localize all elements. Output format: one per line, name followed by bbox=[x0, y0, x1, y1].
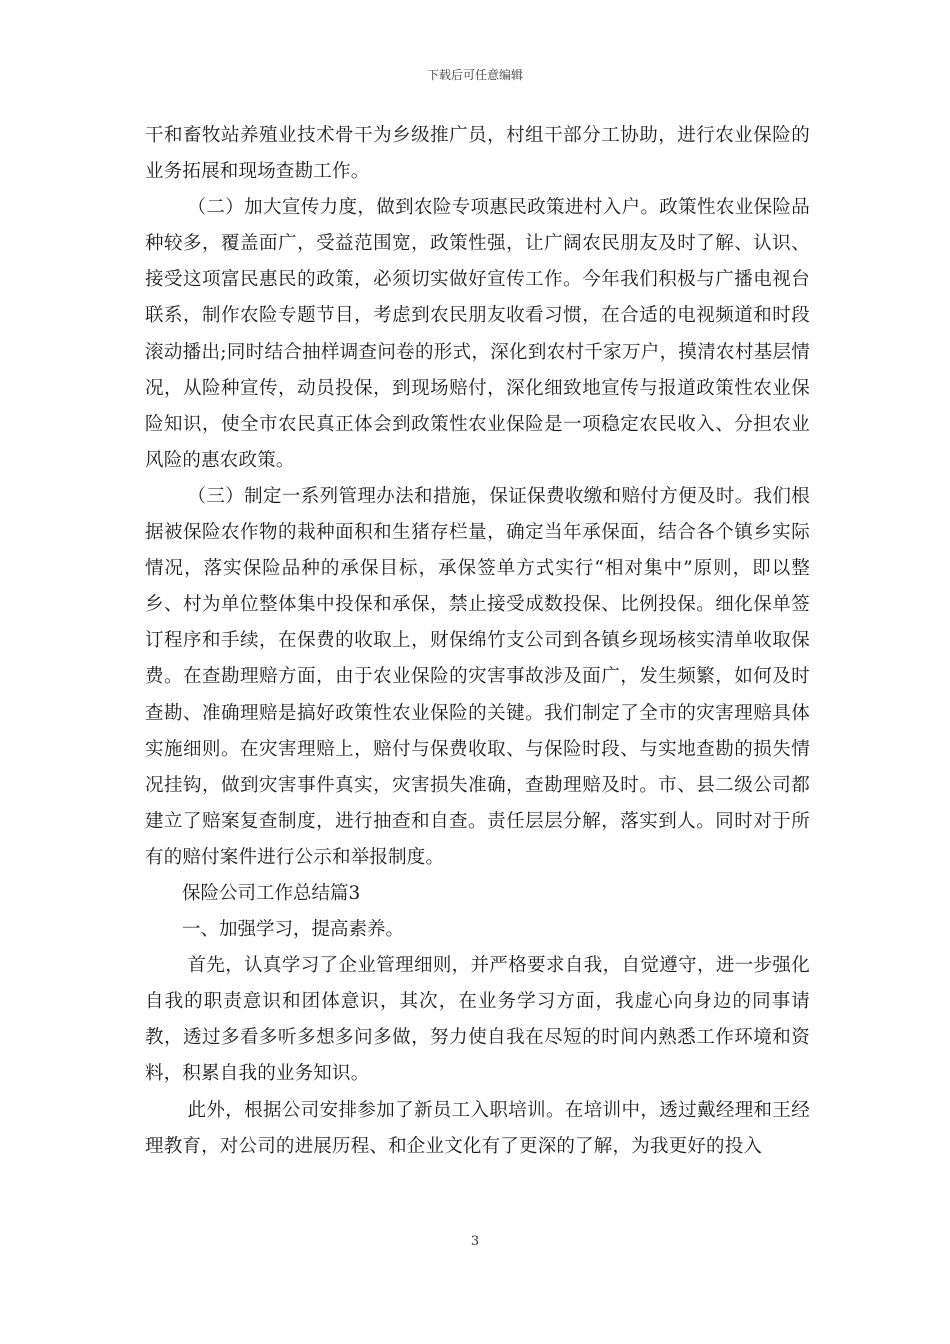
subsection-title: 一、加强学习，提高素养。 bbox=[182, 919, 405, 941]
paragraph-study: 首先，认真学习了企业管理细则，并严格要求自我，自觉遵守，进一步强化自我的职责意识和团体意识，其次，在业务学习方面，我虚心向身边的同事请教，透过多看多听多想多问多做，努力使自我在尽短的时间内熟悉工作环境和资料，积累自我的业务知识。 bbox=[145, 955, 810, 1085]
paragraph-management: （三）制定一系列管理办法和措施，保证保费收缴和赔付方便及时。我们根据被保险农作物的栽种面积和生猪存栏量，确定当年承保面，结合各个镇乡实际情况，落实保险品种的承保目标，承保签单方式实行“相对集中”原则，即以整乡、村为单位整体集中投保和承保，禁止接受成数投保、比例投保。细化保单签订程序和手续，在保费的收取上，财保绵竹支公司到各镇乡现场核实清单收取保费。在查勘理赔方面，由于农业保险的灾害事故涉及面广，发生频繁，如何及时查勘、准确理赔是搞好政策性农业保险的关键。我们制定了全市的灾害理赔具体实施细则。在灾害理赔上，赔付与保费收取、与保险时段、与实地查勘的损失情况挂钩，做到灾害事件真实，灾害损失准确，查勘理赔及时。市、县二级公司都建立了赔案复查制度，进行抽查和自查。责任层层分解，落实到人。同时对于所有的赔付案件进行公示和举报制度。 bbox=[145, 485, 810, 868]
paragraph-publicity: （二）加大宣传力度，做到农险专项惠民政策进村入户。政策性农业保险品种较多，覆盖面广，受益范围宽，政策性强，让广阔农民朋友及时了解、认识、接受这项富民惠民的政策，必须切实做好宣传工作。今年我们积极与广播电视台联系，制作农险专题节目，考虑到农民朋友收看习惯，在合适的电视频道和时段滚动播出;同时结合抽样调查问卷的形式，深化到农村千家万户，摸清农村基层情况，从险种宣传，动员投保，到现场赔付，深化细致地宣传与报道政策性农业保险知识，使全市农民真正体会到政策性农业保险是一项稳定农民收入、分担农业风险的惠农政策。 bbox=[145, 197, 810, 471]
document-body bbox=[145, 118, 810, 1165]
page-number: 3 bbox=[470, 1234, 480, 1249]
paragraph-training: 此外，根据公司安排参加了新员工入职培训。在培训中，透过戴经理和王经理教育，对公司的进展历程、和企业文化有了更深的了解，为我更好的投入 bbox=[145, 1099, 810, 1157]
page-header: 下载后可任意编辑 bbox=[426, 68, 523, 82]
paragraph-continuation: 干和畜牧站养殖业技术骨干为乡级推广员，村组干部分工协助，进行农业保险的业务拓展和现场查勘工作。 bbox=[145, 125, 810, 183]
section-title: 保险公司工作总结篇3 bbox=[182, 882, 361, 904]
